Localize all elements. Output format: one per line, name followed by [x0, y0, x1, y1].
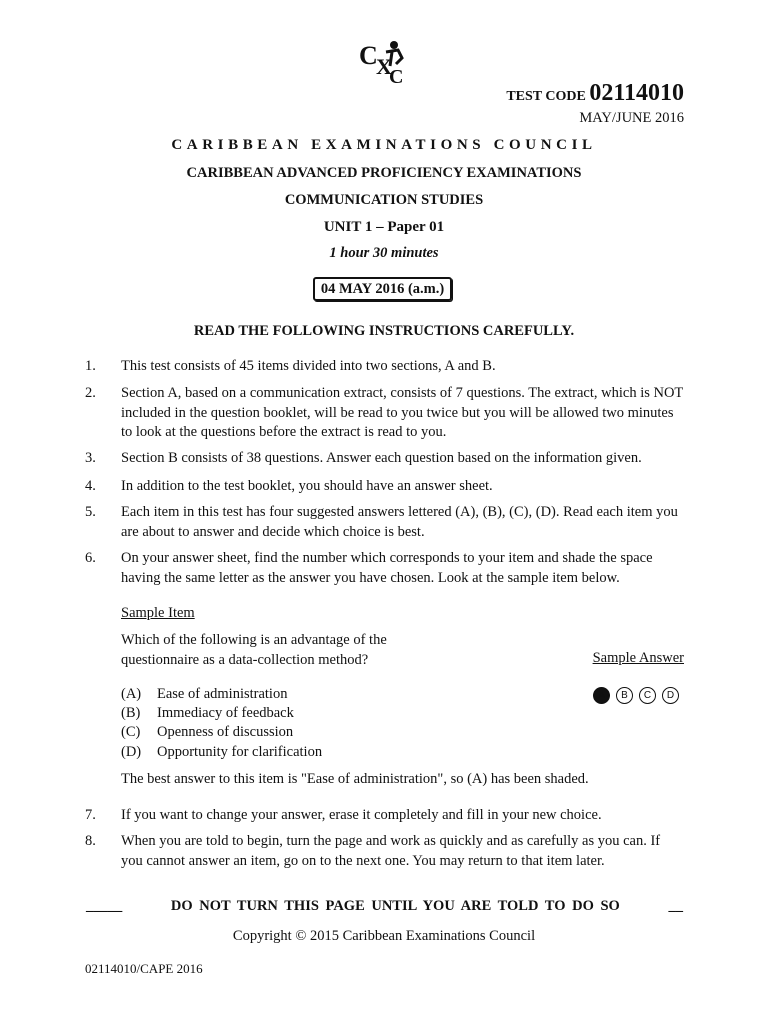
instruction-item	[85, 549, 685, 588]
answer-bubble-c: C	[639, 687, 656, 704]
instruction-item	[85, 384, 685, 443]
instruction-number: 3.	[85, 450, 96, 466]
instruction-item	[85, 806, 685, 826]
instruction-item	[85, 449, 685, 469]
answer-bubble-a: A	[593, 687, 610, 704]
exam-date: 04 MAY 2016 (a.m.)	[313, 277, 452, 301]
instruction-text: Section B consists of 38 questions. Answer each question based on the information given.	[121, 450, 642, 466]
option-letter: (D)	[121, 744, 142, 760]
cxc-logo	[356, 36, 412, 86]
instruction-text: On your answer sheet, find the number which corresponds to your item and shade the space having the same letter as the answer you have chosen. Look at the sample item below.	[121, 550, 653, 586]
sample-item-label: Sample Item	[121, 605, 195, 621]
instruction-text: Each item in this test has four suggested answers lettered (A), (B), (C), (D). Read each item you are about to answer and decide which choice is best.	[121, 504, 678, 540]
council-name: CARIBBEAN EXAMINATIONS COUNCIL	[171, 137, 597, 153]
exam-session: MAY/JUNE 2016	[579, 110, 684, 126]
instruction-number: 7.	[85, 807, 96, 823]
instruction-number: 1.	[85, 358, 96, 374]
exam-title: CARIBBEAN ADVANCED PROFICIENCY EXAMINATIONS	[186, 165, 582, 181]
svg-text:C: C	[359, 41, 378, 70]
option-text: Openness of discussion	[157, 724, 294, 740]
instruction-number: 2.	[85, 385, 96, 401]
option-letter: (A)	[121, 686, 142, 702]
unit-title: UNIT 1 – Paper 01	[323, 219, 445, 235]
instruction-text: Section A, based on a communication extract, consists of 7 questions. The extract, which is NOT included in the question booklet, will be read to you twice but you will be allowed two minutes to look at the questions before the extract is read to you.	[121, 385, 684, 440]
option-text: Immediacy of feedback	[157, 705, 294, 721]
sample-explanation: The best answer to this item is "Ease of administration", so (A) has been shaded.	[121, 771, 589, 787]
answer-bubble-b: B	[616, 687, 633, 704]
instruction-item	[85, 832, 685, 871]
instruction-text: This test consists of 45 items divided into two sections, A and B.	[121, 358, 496, 374]
footer-paper-code: 02114010/CAPE 2016	[85, 961, 203, 976]
instruction-item	[85, 357, 685, 377]
option-letter: (B)	[121, 705, 141, 721]
instruction-number: 6.	[85, 550, 96, 566]
instruction-item	[85, 477, 685, 497]
test-code-label: TEST CODE	[506, 89, 586, 104]
instruction-text: If you want to change your answer, erase it completely and fill in your new choice.	[121, 807, 602, 823]
sample-answer-bubbles	[593, 687, 679, 704]
instruction-number: 4.	[85, 478, 96, 494]
sample-question: Which of the following is an advantage of the questionnaire as a data-collection method?	[121, 632, 387, 668]
instruction-number: 5.	[85, 504, 96, 520]
option-text: Ease of administration	[157, 686, 288, 702]
sample-option	[121, 686, 287, 703]
test-code	[506, 80, 684, 107]
svg-text:X: X	[376, 54, 392, 79]
sample-option	[121, 724, 293, 741]
answer-bubble-d: D	[662, 687, 679, 704]
warning-rule-left: _____	[86, 898, 123, 914]
duration: 1 hour 30 minutes	[329, 245, 439, 261]
option-letter: (C)	[121, 724, 141, 740]
instruction-text: In addition to the test booklet, you should have an answer sheet.	[121, 478, 493, 494]
warning-rule-right: __	[668, 898, 683, 914]
do-not-turn-warning	[86, 898, 683, 915]
sample-option	[121, 744, 322, 761]
instructions-heading: READ THE FOLLOWING INSTRUCTIONS CAREFULLY.	[193, 323, 575, 339]
copyright-notice: Copyright © 2015 Caribbean Examinations Council	[232, 928, 536, 944]
warning-text: DO NOT TURN THIS PAGE UNTIL YOU ARE TOLD TO DO SO	[170, 898, 620, 914]
svg-text:C: C	[389, 66, 404, 86]
sample-answer-label: Sample Answer	[592, 650, 684, 666]
instruction-number: 8.	[85, 833, 96, 849]
test-code-number: 02114010	[589, 80, 684, 106]
instruction-text: When you are told to begin, turn the page and work as quickly and as carefully as you can. If you cannot answer an item, go on to the next one. You may return to that item later.	[121, 833, 661, 869]
sample-option	[121, 705, 294, 722]
option-text: Opportunity for clarification	[157, 744, 323, 760]
instruction-item	[85, 503, 685, 542]
subject-title: COMMUNICATION STUDIES	[284, 192, 484, 208]
